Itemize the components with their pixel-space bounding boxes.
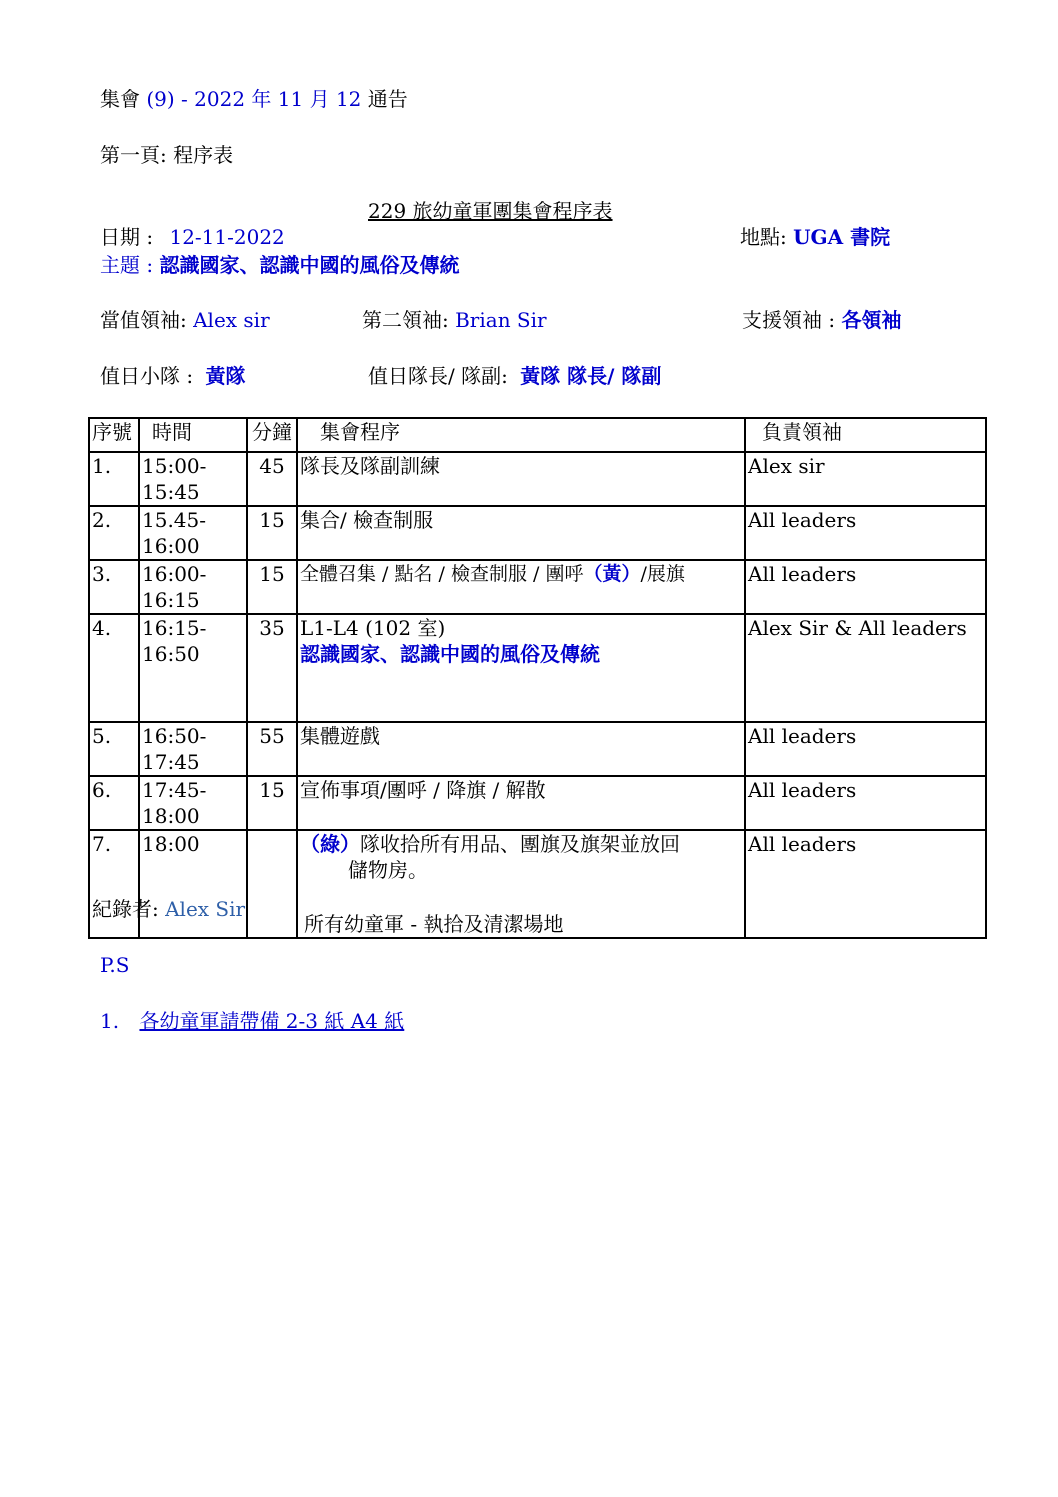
row-time: 16:00-16:15: [139, 560, 247, 614]
table-row: [89, 506, 986, 560]
theme-row: [100, 253, 459, 277]
duty-leader-label: 當值領袖:: [100, 308, 187, 332]
duty-patrol-label: 值日小隊 :: [100, 364, 194, 388]
second-leader-row: [362, 308, 547, 332]
table-row: [89, 830, 986, 938]
row-leader: All leaders: [745, 722, 986, 776]
support-leader-row: [742, 308, 901, 332]
row-leader: All leaders: [745, 776, 986, 830]
row-leader: Alex Sir & All leaders: [745, 614, 986, 722]
duty-patrol-row: [100, 364, 245, 388]
row-minutes: [247, 830, 297, 938]
row-time: 16:50-17:45: [139, 722, 247, 776]
duty-pl-label: 值日隊長/ 隊副:: [368, 364, 508, 388]
row-time: 18:00: [139, 830, 247, 938]
row-program: （綠）隊收拾所有用品、團旗及旗架並放回 儲物房。 所有幼童軍 - 執拾及清潔場地: [297, 830, 745, 938]
row-minutes: 55: [247, 722, 297, 776]
header-time: 時間: [139, 418, 247, 452]
row-program: 全體召集 / 點名 / 檢查制服 / 團呼（黃）/展旗: [297, 560, 745, 614]
recorder-label: 紀錄者:: [92, 897, 159, 921]
venue-row: [740, 225, 890, 249]
row-minutes: 45: [247, 452, 297, 506]
row-no: 5.: [89, 722, 139, 776]
row-minutes: 15: [247, 506, 297, 560]
ps-label: P.S: [100, 953, 130, 977]
row-time: 15.45-16:00: [139, 506, 247, 560]
recorder-value: Alex Sir: [165, 897, 246, 921]
theme-value: 認識國家、認識中國的風俗及傳統: [159, 253, 460, 277]
duty-leader-value: Alex sir: [193, 308, 270, 332]
table-row: [89, 452, 986, 506]
schedule-table: [88, 417, 987, 939]
row-program-theme: 認識國家、認識中國的風俗及傳統: [300, 642, 600, 666]
notice-suffix: 通告: [367, 87, 408, 111]
second-leader-label: 第二領袖:: [362, 308, 449, 332]
row-no: 2.: [89, 506, 139, 560]
row-leader: Alex sir: [745, 452, 986, 506]
ps-item-number: 1.: [100, 1009, 120, 1033]
duty-pl-row: [368, 364, 661, 388]
row-leader: All leaders: [745, 506, 986, 560]
row-no: 3.: [89, 560, 139, 614]
header-no: 序號: [89, 418, 139, 452]
row-no: 6.: [89, 776, 139, 830]
row-minutes: 15: [247, 560, 297, 614]
ps-item-link[interactable]: 各幼童軍請帶備 2-3 紙 A4 紙: [139, 1009, 405, 1033]
row-program: 集體遊戲: [297, 722, 745, 776]
row-no: 4.: [89, 614, 139, 722]
duty-patrol-value: 黃隊: [205, 364, 246, 388]
row-program: 集合/ 檢查制服: [297, 506, 745, 560]
row-time: 16:15-16:50: [139, 614, 247, 722]
row-program: [297, 614, 745, 722]
table-row: [89, 722, 986, 776]
row-program: 隊長及隊副訓練: [297, 452, 745, 506]
notice-date: 2022 年 11 月 12: [194, 87, 362, 111]
green-patrol-tag: （綠）: [300, 832, 360, 856]
support-leader-label: 支援領袖 :: [742, 308, 836, 332]
table-row: [89, 776, 986, 830]
row-minutes: 15: [247, 776, 297, 830]
row-time: 15:00-15:45: [139, 452, 247, 506]
date-label: 日期 :: [100, 225, 154, 249]
row-no: 1.: [89, 452, 139, 506]
table-row: [89, 614, 986, 722]
duty-pl-value: 黃隊 隊長/ 隊副: [520, 364, 662, 388]
date-value: 12-11-2022: [169, 225, 285, 249]
theme-label: 主題 :: [100, 253, 154, 277]
second-leader-value: Brian Sir: [455, 308, 547, 332]
page-label: 第一頁: 程序表: [100, 143, 234, 167]
support-leader-value: 各領袖: [841, 308, 902, 332]
table-row: [89, 560, 986, 614]
row-minutes: 35: [247, 614, 297, 722]
table-header-row: [89, 418, 986, 452]
header-minutes: 分鐘: [247, 418, 297, 452]
recorder-row: [92, 897, 245, 921]
header-program: 集會程序: [297, 418, 745, 452]
date-row: [100, 225, 285, 249]
notice-prefix: 集會: [100, 87, 140, 111]
duty-leader-row: [100, 308, 270, 332]
notice-title-line: [100, 87, 408, 111]
row-program-venue: L1-L4 (102 室): [300, 616, 446, 640]
row-leader: All leaders: [745, 560, 986, 614]
ps-list-item: [100, 1009, 404, 1033]
row-time: 17:45-18:00: [139, 776, 247, 830]
yellow-patrol-tag: （黃）: [583, 563, 641, 585]
schedule-title: 229 旅幼童軍團集會程序表: [368, 199, 613, 223]
notice-number: (9) -: [146, 87, 188, 111]
venue-value: UGA 書院: [793, 225, 891, 249]
row-no: 7.: [89, 830, 139, 938]
header-leader: 負責領袖: [745, 418, 986, 452]
row-leader: All leaders: [745, 830, 986, 938]
venue-label: 地點:: [740, 225, 787, 249]
row-program: 宣佈事項/團呼 / 降旗 / 解散: [297, 776, 745, 830]
